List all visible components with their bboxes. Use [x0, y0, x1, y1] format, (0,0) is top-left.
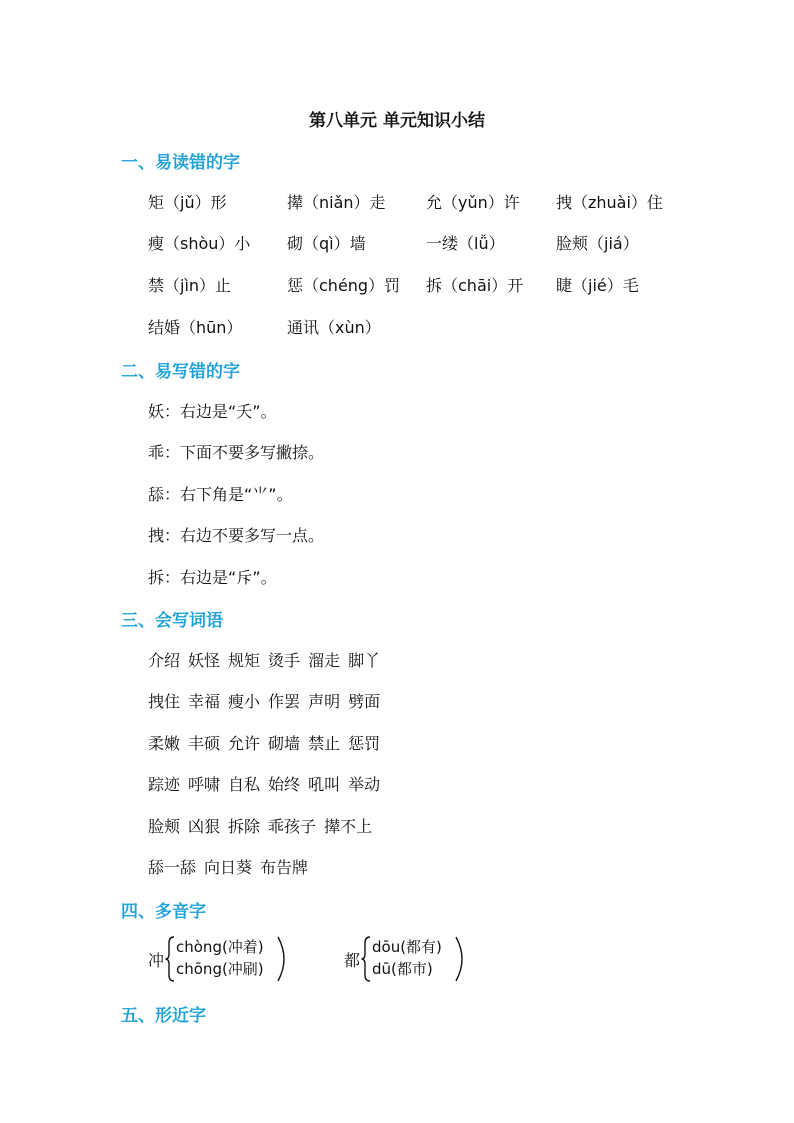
word: 溜走 [308, 651, 341, 670]
word-row [148, 814, 380, 837]
word: 幸福 [188, 692, 221, 711]
polyphone-reading: dōu(都有) [372, 938, 442, 956]
reading-item: 通讯（xùn） [287, 318, 381, 337]
word: 拽住 [148, 692, 181, 711]
section-heading-similar-chars: 五、形近字 [121, 1006, 206, 1026]
word: 撵不上 [324, 817, 373, 836]
section-heading-reading: 一、易读错的字 [121, 153, 240, 173]
word: 自私 [228, 775, 261, 794]
section-heading-polyphones: 四、多音字 [121, 902, 206, 922]
word: 规矩 [228, 651, 261, 670]
word: 凶狠 [188, 817, 221, 836]
reading-item: 惩（chéng）罚 [287, 276, 401, 295]
polyphone-reading: chōng(冲刷) [176, 960, 264, 978]
page-title: 第八单元 单元知识小结 [309, 111, 485, 131]
word: 砌墙 [268, 734, 301, 753]
word-row [148, 772, 388, 795]
writing-note: 拆：右边是“斥”。 [148, 568, 277, 587]
polyphone-group [148, 936, 298, 984]
word: 呼啸 [188, 775, 221, 794]
reading-item: 允（yǔn）许 [426, 193, 520, 212]
reading-item: 脸颊（jiá） [556, 234, 639, 253]
writing-note: 舔：右下角是“⺌”。 [148, 485, 293, 504]
polyphone-char: 冲 [148, 951, 165, 970]
writing-note: 妖：右边是“夭”。 [148, 402, 277, 421]
word: 允许 [228, 734, 261, 753]
writing-note: 乖：下面不要多写撇捺。 [148, 443, 325, 462]
word: 烫手 [268, 651, 301, 670]
reading-item: 拆（chāi）开 [426, 276, 524, 295]
reading-item: 矩（jǔ）形 [148, 193, 227, 212]
word: 声明 [308, 692, 341, 711]
word-row [148, 648, 388, 671]
word: 吼叫 [308, 775, 341, 794]
word: 脚丫 [348, 651, 381, 670]
polyphone-char: 都 [344, 951, 361, 970]
left-brace-icon [165, 936, 175, 982]
reading-item: 撵（niǎn）走 [287, 193, 386, 212]
word: 柔嫩 [148, 734, 181, 753]
word-row [148, 731, 388, 754]
word: 作罢 [268, 692, 301, 711]
word-row [148, 855, 316, 878]
word: 瘦小 [228, 692, 261, 711]
reading-item: 睫（jié）毛 [556, 276, 639, 295]
reading-item: 拽（zhuài）住 [556, 193, 663, 212]
word: 舔一舔 [148, 858, 197, 877]
word: 举动 [348, 775, 381, 794]
word: 始终 [268, 775, 301, 794]
reading-item: 禁（jìn）止 [148, 276, 232, 295]
word: 劈面 [348, 692, 381, 711]
left-brace-icon [361, 936, 371, 982]
polyphone-group [344, 936, 474, 984]
word: 禁止 [308, 734, 341, 753]
right-paren-icon [454, 936, 464, 982]
polyphone-reading: chòng(冲着) [176, 938, 264, 956]
word: 向日葵 [204, 858, 253, 877]
word: 拆除 [228, 817, 261, 836]
word: 脸颊 [148, 817, 181, 836]
word: 乖孩子 [268, 817, 317, 836]
word: 布告牌 [260, 858, 309, 877]
polyphone-reading: dū(都市) [372, 960, 433, 978]
right-paren-icon [276, 936, 286, 982]
word: 惩罚 [348, 734, 381, 753]
reading-item: 结婚（hūn） [148, 318, 243, 337]
reading-item: 砌（qì）墙 [287, 234, 366, 253]
reading-item: 瘦（shòu）小 [148, 234, 251, 253]
word: 介绍 [148, 651, 181, 670]
section-heading-words: 三、会写词语 [121, 611, 223, 631]
reading-item: 一缕（lǚ） [426, 234, 505, 253]
word-row [148, 689, 388, 712]
writing-note: 拽：右边不要多写一点。 [148, 526, 325, 545]
word: 妖怪 [188, 651, 221, 670]
section-heading-writing: 二、易写错的字 [121, 362, 240, 382]
word: 踪迹 [148, 775, 181, 794]
word: 丰硕 [188, 734, 221, 753]
